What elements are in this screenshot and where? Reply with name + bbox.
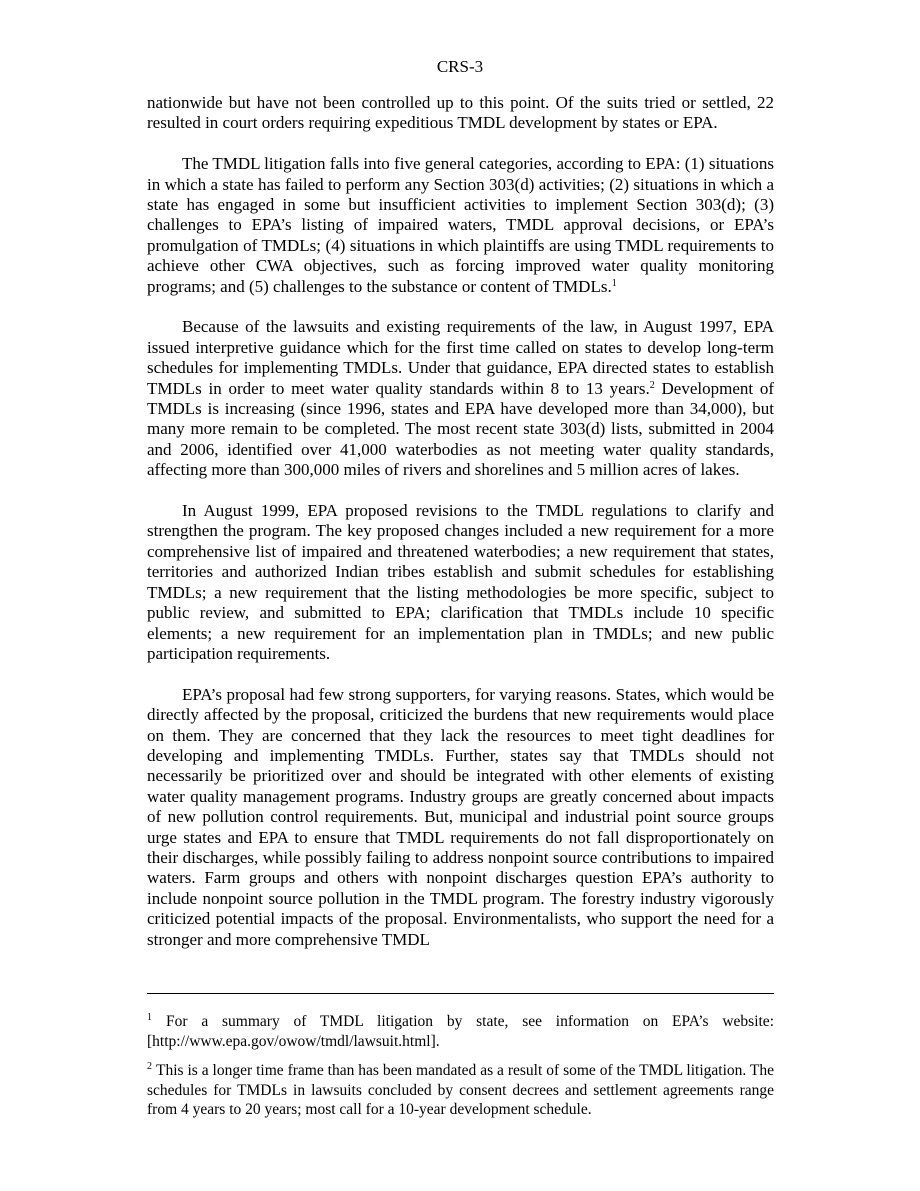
footnote-2 [147,1061,774,1120]
body-text [147,93,774,970]
footnote-1-text: For a summary of TMDL litigation by state, see information on EPA’s website: [http://www.epa.gov/owow/tmdl/lawsuit.html]. [147,1013,774,1050]
footnote-2-mark: 2 [147,1061,152,1072]
paragraph-3-text-b: Development of TMDLs is increasing (since 1996, states and EPA have developed more than 34,000), but many more remain to be completed. The most recent state 303(d) lists, submitted in 2004 and 2006, identified over 41,000 waterbodies as not meeting water quality standards, affecting more than 300,000 miles of rivers and shorelines and 5 million acres of lakes. [147,378,775,480]
paragraph-2 [147,154,774,297]
footnote-1 [147,1012,774,1051]
footnotes [147,1012,774,1130]
footnote-divider [147,993,774,994]
paragraph-1: nationwide but have not been controlled up to this point. Of the suits tried or settled, 22 resulted in court orders requiring expeditious TMDL development by states or EPA. [147,93,774,133]
footnote-2-text: This is a longer time frame than has been mandated as a result of some of the TMDL litigation. The schedules for TMDLs in lawsuits concluded by consent decrees and settlement agreements range from 4 years to 20 years; most call for a 10-year development schedule. [147,1062,774,1118]
footnote-1-mark: 1 [147,1012,152,1023]
paragraph-3-text-a: Because of the lawsuits and existing requirements of the law, in August 1997, EPA issued interpretive guidance which for the first time called on states to develop long-term schedules for implementing TMDLs. Under that guidance, EPA directed states to establish TMDLs in order to meet water quality standards within 8 to 13 years. [147,317,774,398]
paragraph-4: In August 1999, EPA proposed revisions to the TMDL regulations to clarify and strengthen the program. The key proposed changes included a new requirement for a more comprehensive list of impaired and threatened waterbodies; a new requirement that states, territories and authorized Indian tribes establish and submit schedules for establishing TMDLs; a new requirement that the listing methodologies be more specific, subject to public review, and submitted to EPA; clarification that TMDLs include 10 specific elements; a new requirement for an implementation plan in TMDLs; and new public participation requirements. [147,501,774,663]
paragraph-3 [147,317,774,480]
footnote-ref-2[interactable]: 2 [649,379,655,391]
paragraph-5: EPA’s proposal had few strong supporters, for varying reasons. States, which would be directly affected by the proposal, criticized the burdens that new requirements would place on them. They are concerned that they lack the resources to meet tight deadlines for developing and implementing TMDLs. Further, states say that TMDLs should not necessarily be prioritized over and should be integrated with other elements of existing water quality management programs. Industry groups are greatly concerned about impacts of new pollution control requirements. But, municipal and industrial point source groups urge states and EPA to ensure that TMDL requirements do not fall disproportionately on their discharges, while possibly failing to address nonpoint source contributions to impaired waters. Farm groups and others with nonpoint discharges question EPA’s authority to include nonpoint source pollution in the TMDL program. The forestry industry vigorously criticized potential impacts of the proposal. Environmentalists, who support the need for a stronger and more comprehensive TMDL [147,684,774,949]
page-number-header: CRS-3 [436,57,484,76]
paragraph-2-text: The TMDL litigation falls into five general categories, according to EPA: (1) situations in which a state has failed to perform any Section 303(d) activities; (2) situations in which a state has engaged in some but insufficient activities to implement Section 303(d); (3) challenges to EPA’s listing of impaired waters, TMDL approval decisions, or EPA’s promulgation of TMDLs; (4) situations in which plaintiffs are using TMDL requirements to achieve other CWA objectives, such as forcing improved water quality monitoring programs; and (5) challenges to the substance or content of TMDLs. [147,154,774,296]
footnote-ref-1[interactable]: 1 [611,277,617,289]
